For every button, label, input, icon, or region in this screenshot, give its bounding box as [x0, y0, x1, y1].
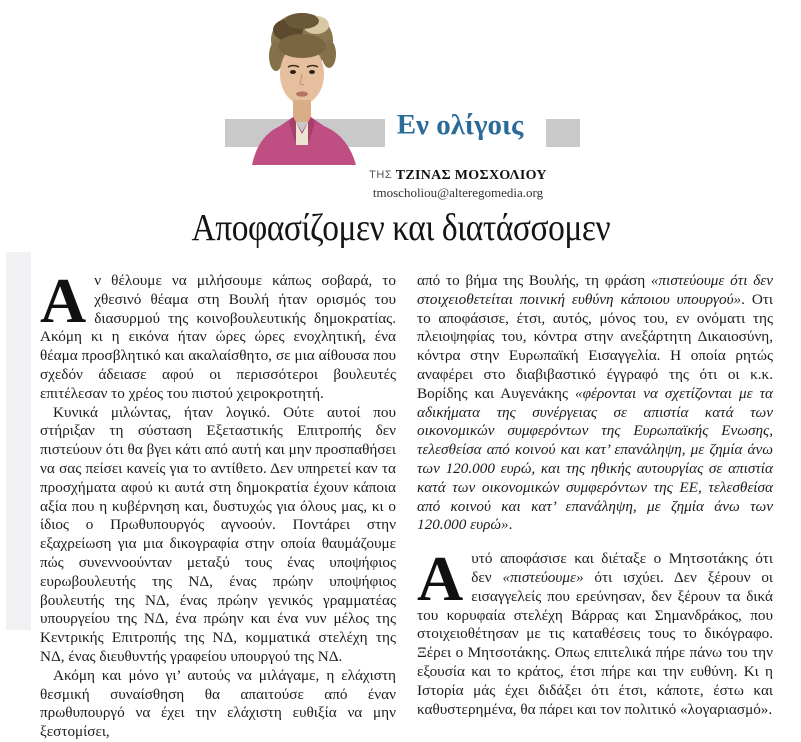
text-run: «πιστεύουμε» — [502, 568, 584, 586]
article-paragraph — [40, 404, 396, 667]
text-run: από το βήμα της Βουλής, τη φράση — [417, 272, 651, 289]
byline-prefix: ΤΗΣ — [369, 169, 393, 181]
text-run: ότι ισχύει. Δεν ξέρουν οι εισαγγελείς που ερεύνησαν, δεν ξέρουν τα δικά του κορυφαία στελέχη Βάρρας και Σημανδράκος, που στοιχειοθέτησαν με τις καταθέσεις τους το δικόγραφο. Ξέρει ο Μητσοτάκης. Οπως επιτελικά πήρε πάνω του την εξουσία και το κράτος, έτσι πήρε και την ευθύνη. Κι η Ιστορία μάς έχει διδάξει ότι έτσι, κάποτε, έστω και καθυστερημένα, θα πάρει και τον πολιτικό «λογαριασμό». — [417, 568, 773, 718]
text-run: «πιστεύουμε ότι δεν στοιχειοθετείται ποινική ευθύνη κάποιου υπουργού» — [417, 272, 773, 308]
author-portrait-graphic — [246, 10, 362, 165]
text-run: Ακόμη και μόνο γι’ αυτούς να μιλάγαμε, η ελάχιστη θεσμική συναίσθηση θα απαιτούσε από έναν πρωθυπουργό να έχει την ελάχιστη ευθιξία να μην ξεστομίσει, — [40, 666, 396, 741]
author-name: ΤΖΙΝΑΣ ΜΟΣΧΟΛΙΟΥ — [395, 168, 547, 183]
article-paragraph — [417, 272, 773, 535]
text-run: υτό αποφάσισε και διέταξε ο Μητσοτάκης ότι δεν — [471, 550, 773, 586]
drop-cap: Α — [417, 543, 464, 615]
drop-cap: Α — [40, 265, 87, 336]
byline-author-line — [306, 167, 610, 185]
page-edge-shadow — [6, 252, 31, 630]
text-run: ν θέλουμε να μιλήσουμε κάπως σοβαρά, το χθεσινό θέαμα στη Βουλή ήταν ορισμός του διασυρμού της κοινοβουλευτικής δημοκρατίας. Ακόμη κι η εικόνα ήταν ώρες ώρες ενοχλητική, ένα θέαμα προσβλητικό και ακαλαίσθητο, σε μια αίθουσα που σχεδόν άδειασε αφού οι περισσότεροι βουλευτές επιτέλεσαν το χρέος του πιστού χειροκροτητή. — [40, 272, 396, 402]
byline — [306, 167, 610, 201]
article-paragraph — [40, 265, 396, 404]
author-email: tmoscholiou@alteregomedia.org — [372, 184, 544, 200]
headline-row — [0, 205, 801, 251]
text-run: Κυνικά μιλώντας, ήταν λογικό. Ούτε αυτοί που στήριξαν τη σύσταση Εξεταστικής Επιτροπής δεν πιστεύουν ότι θα βγει κάτι από αυτή και μην προσπαθήσει να σας πείσει κανείς για το αντίθετο. Δεν υπηρετεί καν τα προσχήματα αφού κι αυτά στη δημοκρατία έχουν κάποια αξία που η κυβέρνηση και, δυστυχώς για όλους μας, κι ο ίδιος ο Πρωθυπουργός αγνοούν. Ποντάρει στην εξαχρείωση για μια δικογραφία στην οποία θαυμάζουμε πώς συνεννοούνταν μεταξύ τους ένας υποψήφιος ευρωβουλευτής της ΝΔ, ένας πρώην υποψήφιος βουλευτής της ΝΔ, ένας πρώην γενικός γραμματέας υπουργείου της ΝΔ, ένα πρώην και ένα νυν μέλος της Κεντρικής Επιτροπής της ΝΔ, κομματικά στελέχη της ΝΔ, ένας διευθυντής γραφείου υπουργού της ΝΔ. — [40, 403, 396, 665]
article-body — [40, 265, 773, 742]
page-title: Αποφασίζομεν και διατάσσομεν — [191, 207, 610, 249]
text-run: . Οτι το αποφάσισε, έτσι, αυτός, μόνος του, εν ονόματι της πλειοψηφίας του, κόντρα στην ανεξάρτητη Δικαιοσύνη, κόντρα στην Ευρωπαϊκή Εισαγγελία. Η οποία ρητώς αναφέρει στο διαβιβαστικό έγγραφό της ότι οι κ.κ. Βορίδης και Αυγενάκης — [417, 290, 773, 402]
author-photo — [246, 10, 362, 165]
article-column-1 — [40, 265, 396, 742]
article-paragraph — [40, 667, 396, 742]
column-kicker-title: Εν ολίγοις — [396, 109, 524, 141]
text-run: «φέρονται να σχετίζονται με τα αδικήματα της συνέργειας σε απιστία κατά των οικονομικών συμφερόντων της Ευρωπαϊκής Ενωσης, τελεσθείσα από κοινού και κατ’ επανάληψη, με ζημία άνω των 120.000 ευρώ, και της ηθικής αυτουργίας σε απιστία κατά των οικονομικών συμφερόντων της ΕΕ, τελεσθείσα από κοινού και κατ’ επανάληψη, με ζημία άνω των 120.000 ευρώ» — [417, 384, 773, 534]
text-run: . — [508, 516, 513, 534]
kicker-bar-right — [546, 119, 580, 147]
article-paragraph — [417, 543, 773, 719]
article-column-2 — [417, 272, 773, 742]
